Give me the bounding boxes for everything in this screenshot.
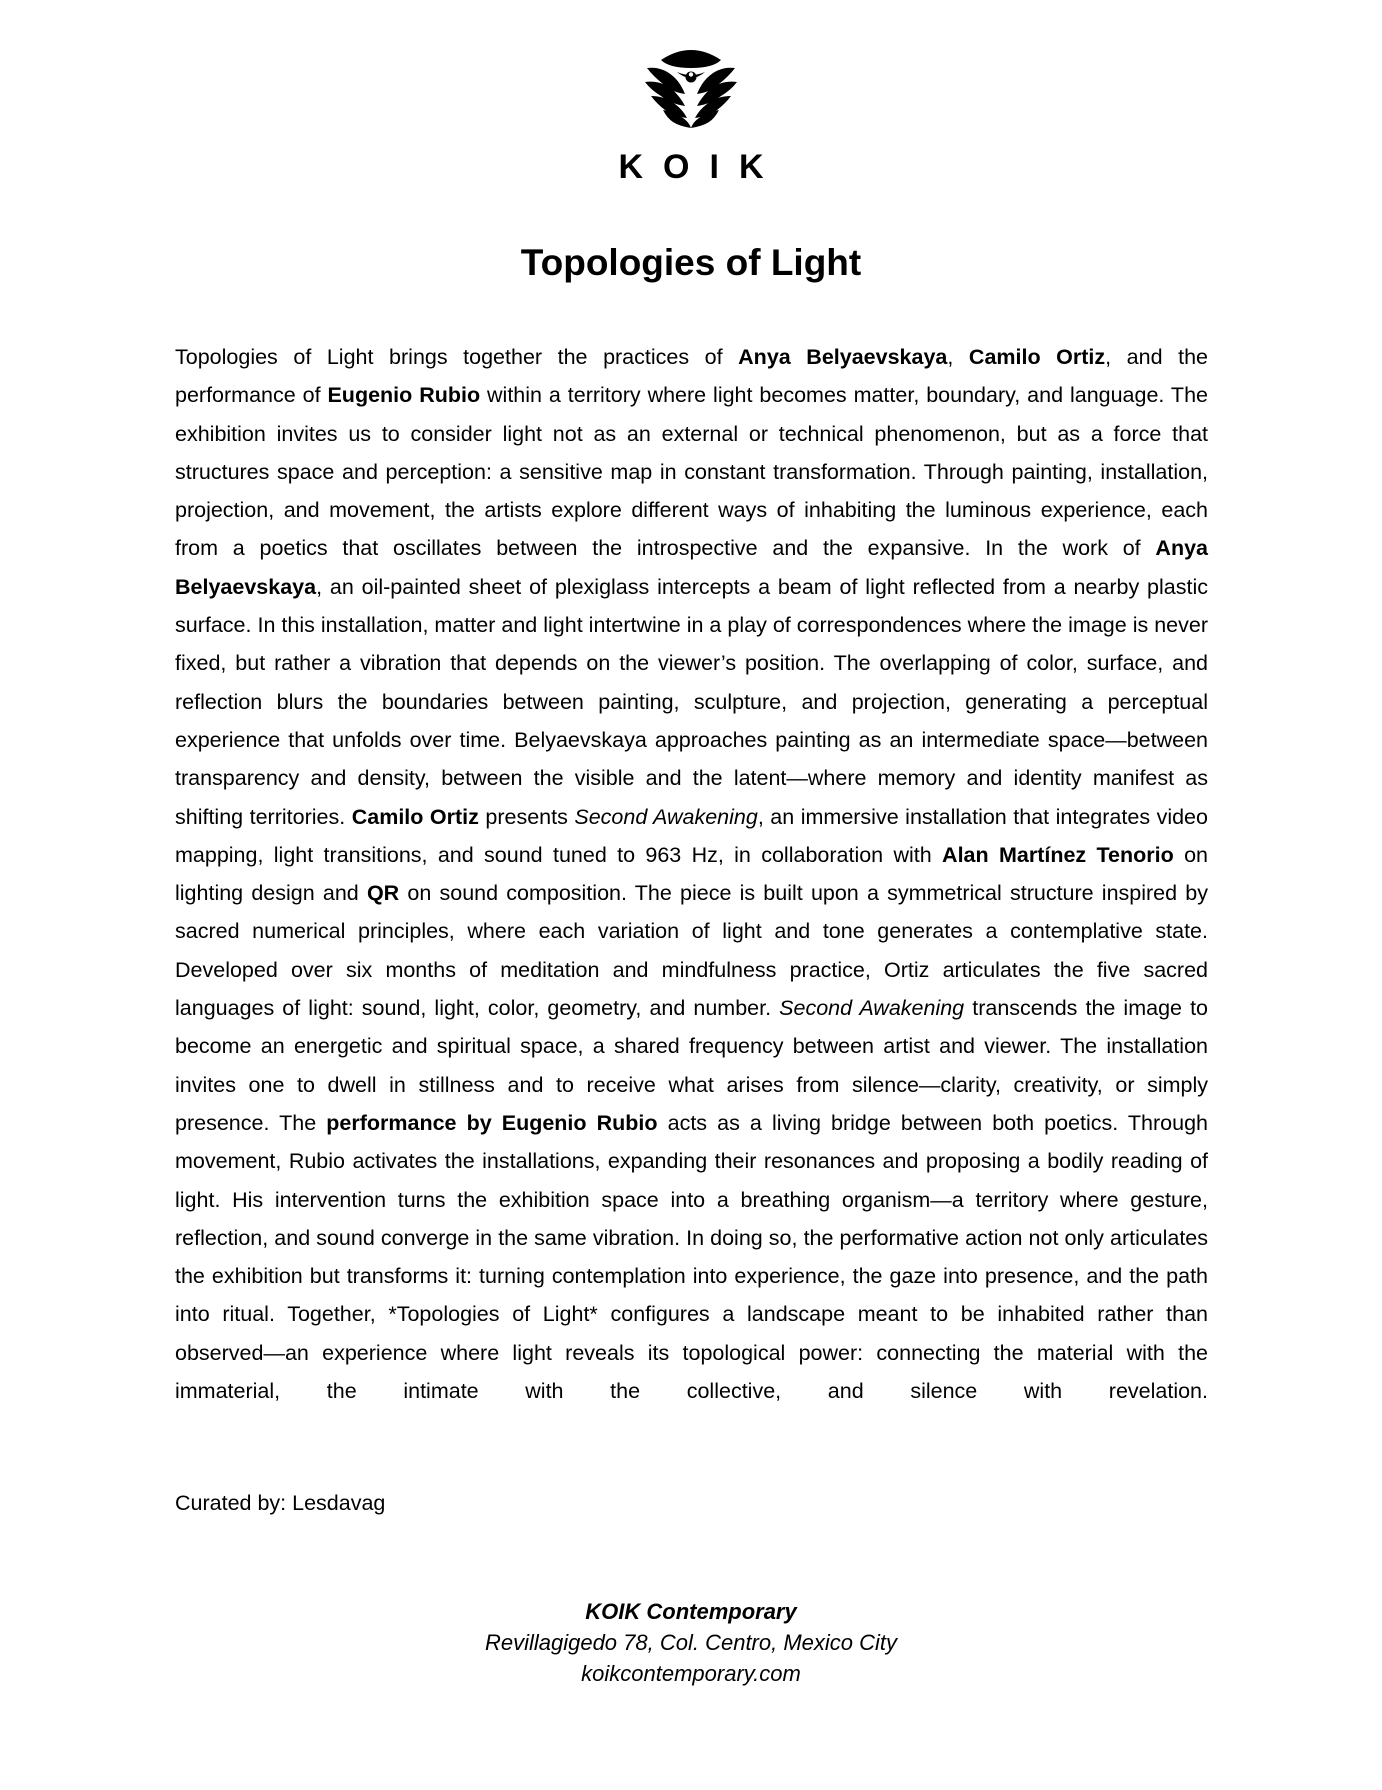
footer-organization: KOIK Contemporary <box>585 1599 797 1624</box>
body-text: brings together the practices of <box>373 345 739 369</box>
artist-name: Anya Belyaevskaya <box>175 536 1208 599</box>
artist-name: Anya Belyaevskaya <box>738 345 948 369</box>
logo <box>0 48 1382 130</box>
curator-name: Lesdavag <box>286 1491 386 1515</box>
artist-name: Camilo Ortiz <box>351 804 479 829</box>
exhibition-name: Topologies of Light <box>175 345 374 369</box>
footer-website[interactable]: koikcontemporary.com <box>581 1661 801 1686</box>
body-text: on lighting design and <box>175 842 1208 906</box>
artwork-title: Second Awakening <box>574 804 758 829</box>
curator-label: Curated by: <box>175 1491 287 1515</box>
collaborator-name: Alan Martínez Tenorio <box>942 842 1174 867</box>
body-text: presents <box>478 804 575 829</box>
artist-name: Eugenio Rubio <box>327 383 481 408</box>
koik-logo-icon <box>641 48 741 130</box>
curator-credit <box>175 1488 385 1518</box>
footer <box>0 1596 1382 1689</box>
body-text: acts as a living bridge between both poetics. Through movement, Rubio activates the installations, expanding their resonances and proposing a bodily reading of light. His intervention turns the exhibition space into a breathing organism—a territory where gesture, reflection, and sound converge in the same vibration. In doing so, the performative action not only articulates the exhibition but transforms it: turning contemplation into experience, the gaze into presence, and the path into ritual. Together, *Topologies of Light* configures a landscape meant to be inhabited rather than observed—an experience where light reveals its topological power: connecting the material with the immaterial, the intimate with the collective, and silence with revelation. <box>175 1110 1209 1404</box>
body-text: transcends the image to become an energetic and spiritual space, a shared frequency between artist and viewer. The installation invites one to dwell in stillness and to receive what arises from silence—clarity, creativity, or simply presence. The <box>175 996 1208 1135</box>
body-text: , and the performance of <box>175 345 1208 408</box>
artist-name: Camilo Ortiz <box>968 345 1106 369</box>
body-text: , <box>947 345 969 369</box>
performance-name: performance by Eugenio Rubio <box>326 1110 658 1135</box>
body-text: on sound composition. The piece is built upon a symmetrical structure inspired by sacred numerical principles, where each variation of light and tone generates a contemplative state. Developed over six months of meditation and mindfulness practice, Ortiz articulates the five sacred languages of light: sound, light, color, geometry, and number. <box>175 881 1208 1021</box>
artwork-title: Second Awakening <box>779 996 965 1021</box>
page-title: Topologies of Light <box>520 242 862 283</box>
body-paragraph <box>175 338 1208 1410</box>
collaborator-name: QR <box>366 881 400 906</box>
brand-wordmark: KOIK <box>618 148 784 186</box>
body-text: , an oil-painted sheet of plexiglass intercepts a beam of light reflected from a nearby plastic surface. In this installation, matter and light intertwine in a play of correspondences where the image is never fixed, but rather a vibration that depends on the viewer’s position. The overlapping of color, surface, and reflection blurs the boundaries between painting, sculpture, and projection, generating a perceptual experience that unfolds over time. Belyaevskaya approaches painting as an intermediate space—between transparency and density, between the visible and the latent—where memory and identity manifest as shifting territories. <box>175 574 1208 829</box>
body-text: within a territory where light becomes matter, boundary, and language. The exhibition invites us to consider light not as an external or technical phenomenon, but as a force that structures space and perception: a sensitive map in constant transformation. Through painting, installation, projection, and movement, the artists explore different ways of inhabiting the luminous experience, each from a poetics that oscillates between the introspective and the expansive. In the work of <box>175 383 1208 561</box>
footer-address: Revillagigedo 78, Col. Centro, Mexico City <box>484 1630 898 1655</box>
body-text: , an immersive installation that integrates video mapping, light transitions, and sound tuned to 963 Hz, in collaboration with <box>175 804 1208 867</box>
